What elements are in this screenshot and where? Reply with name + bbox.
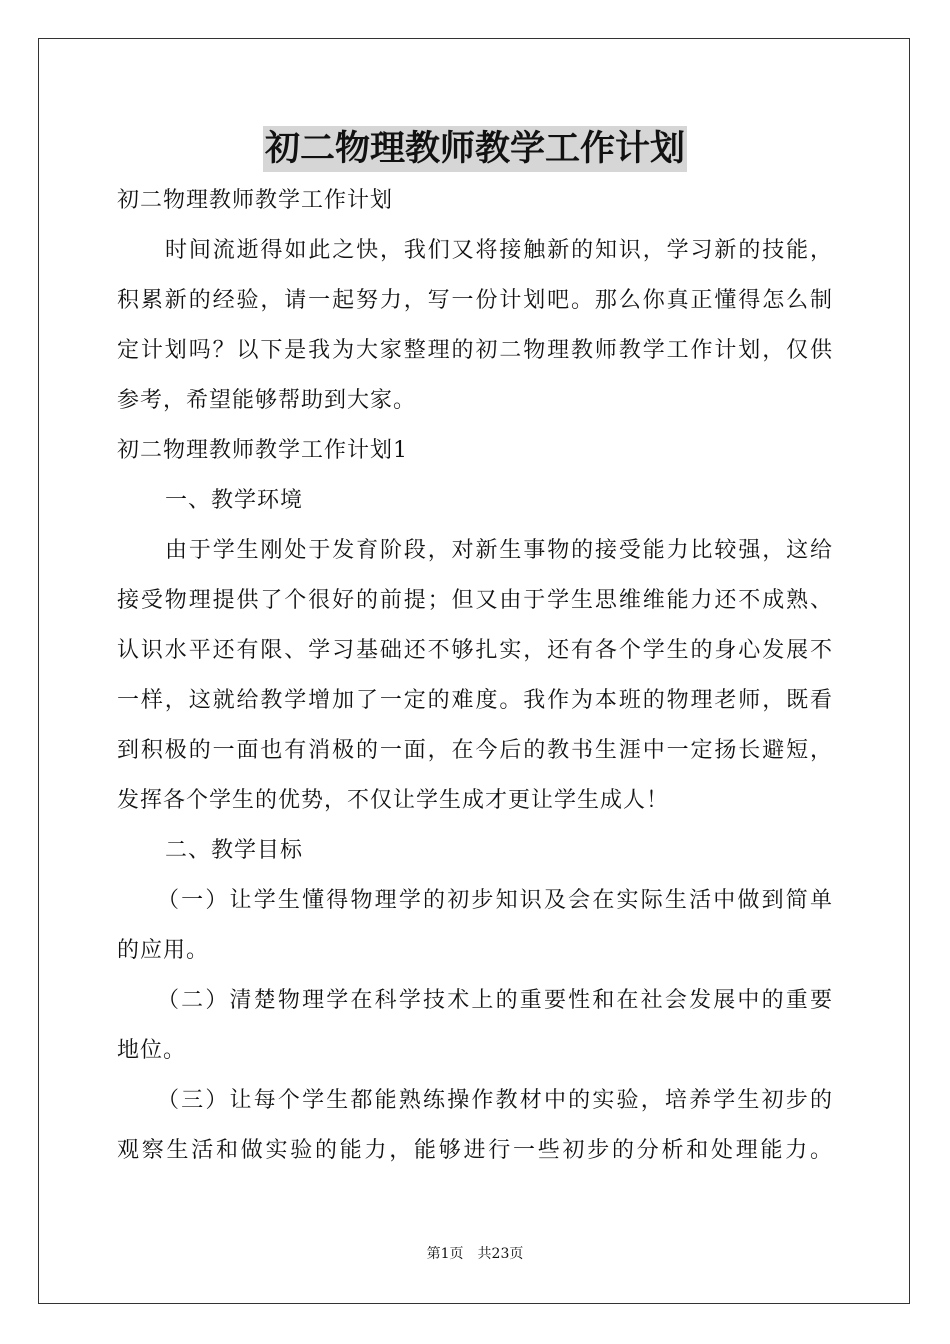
intro-line: 参考，希望能够帮助到大家。: [117, 388, 417, 413]
part1-line: 认识水平还有限、学习基础还不够扎实，还有各个学生的身心发展不: [117, 638, 833, 663]
part1-line: 一样，这就给教学增加了一定的难度。我作为本班的物理老师，既看: [117, 688, 833, 713]
document-title: 初二物理教师教学工作计划: [263, 126, 687, 172]
document-body: [117, 176, 833, 1176]
goal2-line: （二）清楚物理学在科学技术上的重要性和在社会发展中的重要: [157, 988, 833, 1013]
goal1-line: （一）让学生懂得物理学的初步知识及会在实际生活中做到简单: [157, 888, 833, 913]
part1-heading: 一、教学环境: [165, 488, 304, 513]
goal3-line: 观察生活和做实验的能力，能够进行一些初步的分析和处理能力。: [117, 1138, 833, 1163]
part1-line: 由于学生刚处于发育阶段，对新生事物的接受能力比较强，这给: [165, 538, 833, 563]
intro-line: 时间流逝得如此之快，我们又将接触新的知识，学习新的技能，: [165, 238, 833, 263]
subtitle: 初二物理教师教学工作计划: [117, 188, 394, 213]
goal3-line: （三）让每个学生都能熟练操作教材中的实验，培养学生初步的: [157, 1088, 833, 1113]
page-footer: 第1页 共23页: [426, 1246, 524, 1262]
part2-heading: 二、教学目标: [165, 838, 304, 863]
part1-line: 接受物理提供了个很好的前提；但又由于学生思维维能力还不成熟、: [117, 588, 833, 613]
goal2-line: 地位。: [117, 1038, 187, 1063]
title-wrap: [0, 126, 950, 172]
part1-line: 发挥各个学生的优势，不仅让学生成才更让学生成人！: [117, 788, 670, 813]
intro-line: 定计划吗？以下是我为大家整理的初二物理教师教学工作计划，仅供: [117, 338, 833, 363]
section-heading: 初二物理教师教学工作计划1: [117, 438, 408, 463]
goal1-line: 的应用。: [117, 938, 210, 963]
intro-line: 积累新的经验，请一起努力，写一份计划吧。那么你真正懂得怎么制: [117, 288, 833, 313]
part1-line: 到积极的一面也有消极的一面，在今后的教书生涯中一定扬长避短，: [117, 738, 833, 763]
